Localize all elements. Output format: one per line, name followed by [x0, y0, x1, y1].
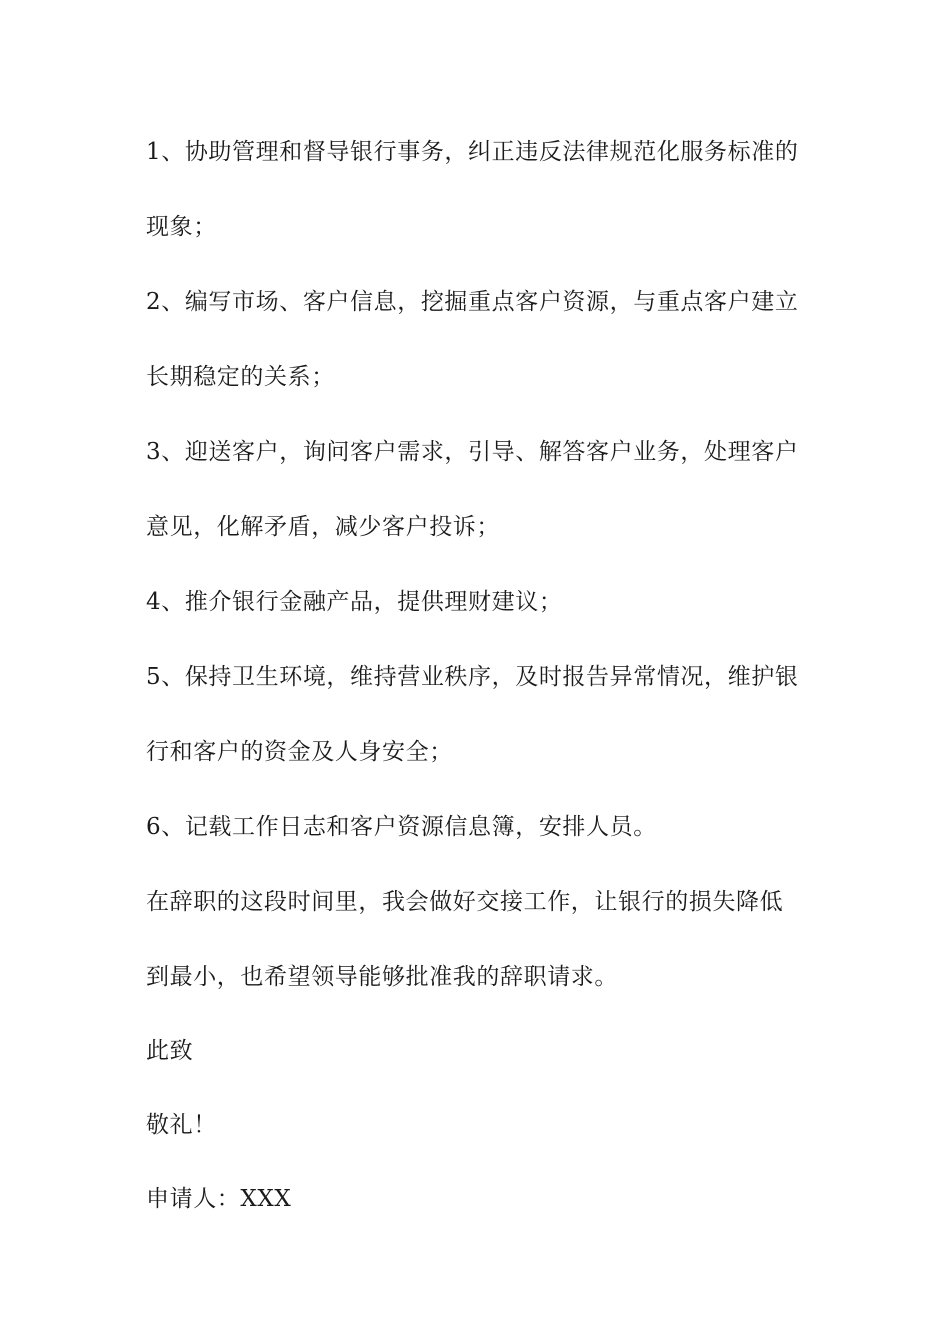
- resignation-para-line-1: 在辞职的这段时间里，我会做好交接工作，让银行的损失降低: [146, 889, 784, 915]
- closing-salutation: 此致: [146, 1038, 194, 1064]
- closing-regards: 敬礼！: [146, 1112, 217, 1138]
- duty-item-2-line-1: 2、编写市场、客户信息，挖掘重点客户资源，与重点客户建立: [146, 289, 799, 315]
- resignation-para-line-2: 到最小，也希望领导能够批准我的辞职请求。: [146, 964, 618, 990]
- duty-item-3-line-2: 意见，化解矛盾，减少客户投诉；: [146, 514, 500, 540]
- duty-item-2-line-2: 长期稳定的关系；: [146, 364, 335, 390]
- duty-item-5-line-2: 行和客户的资金及人身安全；: [146, 739, 453, 765]
- duty-item-4: 4、推介银行金融产品，提供理财建议；: [146, 589, 563, 615]
- applicant-signature: 申请人：XXX: [146, 1186, 292, 1212]
- duty-item-1-line-1: 1、协助管理和督导银行事务，纠正违反法律规范化服务标准的: [146, 139, 799, 165]
- duty-item-5-line-1: 5、保持卫生环境，维持营业秩序，及时报告异常情况，维护银: [146, 664, 799, 690]
- duty-item-6: 6、记载工作日志和客户资源信息簿，安排人员。: [146, 814, 657, 840]
- duty-item-3-line-1: 3、迎送客户，询问客户需求，引导、解答客户业务，处理客户: [146, 439, 799, 465]
- duty-item-1-line-2: 现象；: [146, 214, 217, 240]
